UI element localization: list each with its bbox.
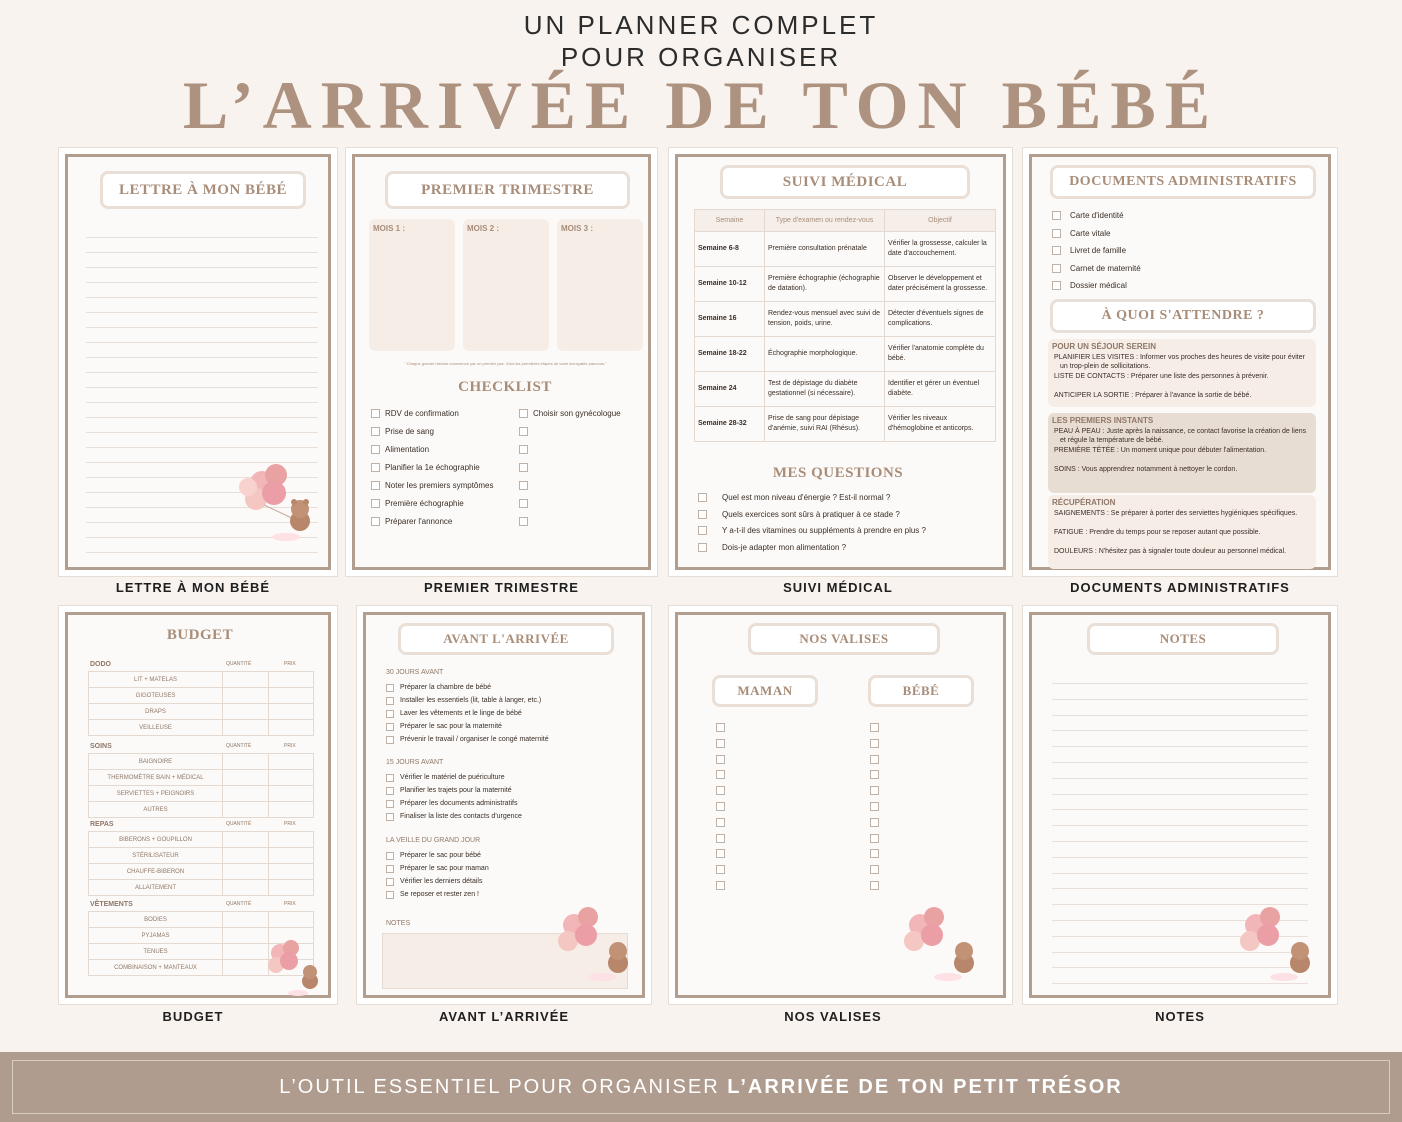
valises-maman-header: MAMAN [712,675,818,707]
budget-qty-cell[interactable] [223,720,269,736]
suivi-table [694,209,996,442]
checkbox[interactable] [386,774,394,782]
checklist-item: Planifier la 1e échographie [385,463,480,472]
writing-line [1052,746,1308,747]
budget-price-cell[interactable] [269,770,314,786]
budget-price-header: PRIX [284,661,296,667]
table-cell: Détecter d'éventuels signes de complications. [885,302,996,337]
budget-qty-header: QUANTITÉ [226,821,252,827]
budget-qty-cell[interactable] [223,802,269,818]
checkbox[interactable] [698,510,707,519]
checkbox-bebe[interactable] [870,849,879,858]
writing-line [86,552,318,553]
writing-line [86,417,318,418]
table-cell: Semaine 6-8 [695,232,765,267]
avant-item: Planifier les trajets pour la maternité [400,787,512,794]
budget-item: PYJAMAS [89,928,223,944]
table-cell: Semaine 24 [695,372,765,407]
expect-item: FATIGUE : Prendre du temps pour se reposer autant que possible. [1054,529,1261,536]
checkbox-maman[interactable] [716,739,725,748]
budget-qty-cell[interactable] [223,754,269,770]
table-cell: Test de dépistage du diabète gestationnel (si nécessaire). [765,372,885,407]
checkbox[interactable] [371,427,380,436]
budget-price-cell[interactable] [269,880,314,896]
checkbox-bebe[interactable] [870,818,879,827]
table-cell: Semaine 18-22 [695,337,765,372]
budget-row [89,880,314,896]
budget-price-cell[interactable] [269,832,314,848]
budget-row [89,754,314,770]
budget-table [88,753,314,818]
budget-price-header: PRIX [284,901,296,907]
balloon-bear-illustration [892,905,992,985]
budget-row [89,864,314,880]
table-cell: Première consultation prénatale [765,232,885,267]
page-budget [58,605,338,1005]
avant-item: Préparer le sac pour bébé [400,852,481,859]
month-1-label: MOIS 1 : [373,224,406,233]
expect-item: PREMIÈRE TÉTÉE : Un moment unique pour débuter l'alimentation. [1054,447,1267,454]
budget-price-cell[interactable] [269,672,314,688]
checkbox[interactable] [1052,281,1061,290]
suivi-title: SUIVI MÉDICAL [720,165,970,199]
writing-line [1052,857,1308,858]
caption-avant: AVANT L’ARRIVÉE [438,1009,570,1024]
writing-line [86,267,318,268]
documents-title: DOCUMENTS ADMINISTRATIFS [1050,165,1316,199]
budget-qty-cell[interactable] [223,848,269,864]
caption-premier: PREMIER TRIMESTRE [424,580,579,595]
caption-valises: NOS VALISES [784,1009,882,1024]
valises-bebe-header: BÉBÉ [868,675,974,707]
balloon-bear-illustration [546,905,646,985]
budget-item: STÉRILISATEUR [89,848,223,864]
writing-line [1052,873,1308,874]
footer-text [12,1060,1390,1114]
budget-row [89,704,314,720]
table-row [695,267,996,302]
checkbox[interactable] [519,409,528,418]
checkbox-bebe[interactable] [870,755,879,764]
checkbox[interactable] [371,445,380,454]
checkbox[interactable] [386,865,394,873]
writing-line [86,447,318,448]
table-row [695,372,996,407]
avant-item: Préparer les documents administratifs [400,800,518,807]
balloon-bear-illustration [260,937,332,997]
page-avant [356,605,652,1005]
footer-text-normal: L’OUTIL ESSENTIEL POUR ORGANISER [279,1075,728,1098]
budget-price-cell[interactable] [269,704,314,720]
checklist-title: CHECKLIST [458,379,552,395]
checkbox[interactable] [386,852,394,860]
budget-item: BAIGNOIRE [89,754,223,770]
budget-group-name: DODO [90,661,111,668]
budget-item: TENUES [89,944,223,960]
checkbox-maman[interactable] [716,865,725,874]
writing-line [1052,683,1308,684]
budget-price-cell[interactable] [269,864,314,880]
premier-quote: "Chaque grande histoire commence par un premier pas. Voici les premières étapes de votre incroyable parcours." [405,361,607,366]
checkbox[interactable] [698,493,707,502]
writing-line [1052,888,1308,889]
budget-row [89,770,314,786]
checkbox-maman[interactable] [716,786,725,795]
budget-price-cell[interactable] [269,720,314,736]
budget-row [89,848,314,864]
writing-line [86,357,318,358]
writing-line [86,342,318,343]
document-item: Carte vitale [1070,228,1111,238]
checkbox-maman[interactable] [716,802,725,811]
checkbox[interactable] [1052,229,1061,238]
budget-price-cell[interactable] [269,786,314,802]
writing-line [1052,809,1308,810]
writing-line [86,312,318,313]
avant-item: Installer les essentiels (lit, table à langer, etc.) [400,697,542,704]
budget-item: COMBINAISON + MANTEAUX [89,960,223,976]
avant-notes-label: NOTES [386,920,411,927]
checkbox[interactable] [519,427,528,436]
writing-line [86,402,318,403]
budget-price-cell[interactable] [269,802,314,818]
header-line-2: POUR ORGANISER [560,42,842,72]
questions-title: MES QUESTIONS [772,465,904,481]
budget-qty-cell[interactable] [223,704,269,720]
table-cell: Échographie morphologique. [765,337,885,372]
document-item: Carte d'identité [1070,211,1124,220]
budget-qty-cell[interactable] [223,672,269,688]
avant-item: Laver les vêtements et le linge de bébé [400,710,522,717]
balloon-bear-illustration [234,461,330,543]
writing-line [1052,778,1308,779]
avant-item: Préparer la chambre de bébé [400,684,492,691]
checkbox[interactable] [519,463,528,472]
avant-item: Prévenir le travail / organiser le congé maternité [400,736,549,743]
checkbox[interactable] [386,787,394,795]
expect-item: SAIGNEMENTS : Se préparer à porter des serviettes hygiéniques spécifiques. [1054,510,1298,517]
checkbox-maman[interactable] [716,755,725,764]
checkbox-maman[interactable] [716,834,725,843]
checkbox[interactable] [371,517,380,526]
suivi-header-type: Type d'examen ou rendez-vous [765,210,885,232]
checkbox[interactable] [519,481,528,490]
expect-section [1048,339,1316,407]
caption-notes: NOTES [1155,1009,1205,1024]
checkbox[interactable] [519,499,528,508]
table-cell: Vérifier la grossesse, calculer la date d'accouchement. [885,232,996,267]
premier-title: PREMIER TRIMESTRE [385,171,630,209]
writing-line [1052,794,1308,795]
budget-item: LIT + MATELAS [89,672,223,688]
budget-row [89,720,314,736]
checkbox[interactable] [386,800,394,808]
budget-item: DRAPS [89,704,223,720]
caption-lettre: LETTRE À MON BÉBÉ [115,580,271,595]
checkbox[interactable] [1052,264,1061,273]
checkbox-maman[interactable] [716,818,725,827]
writing-line [1052,762,1308,763]
budget-qty-cell[interactable] [223,880,269,896]
writing-line [86,252,318,253]
writing-line [86,432,318,433]
checkbox-maman[interactable] [716,849,725,858]
balloon-bear-illustration [1228,905,1328,985]
checkbox-bebe[interactable] [870,770,879,779]
table-row [695,232,996,267]
checkbox[interactable] [1052,246,1061,255]
budget-group-name: SOINS [90,743,112,750]
checkbox[interactable] [519,445,528,454]
checkbox[interactable] [386,684,394,692]
expect-section-heading: LES PREMIERS INSTANTS [1052,416,1154,425]
month-3-box [557,219,643,351]
page-notes [1022,605,1338,1005]
budget-row [89,832,314,848]
month-2-box [463,219,549,351]
budget-price-header: PRIX [284,821,296,827]
writing-line [1052,841,1308,842]
checkbox-bebe[interactable] [870,881,879,890]
checkbox-maman[interactable] [716,881,725,890]
document-item: Dossier médical [1070,281,1127,290]
budget-table [88,831,314,896]
table-row [695,407,996,442]
checklist-item: Première échographie [385,499,464,508]
question-item: Dois-je adapter mon alimentation ? [722,542,847,552]
month-3-label: MOIS 3 : [561,224,594,233]
checkbox-bebe[interactable] [870,834,879,843]
budget-qty-cell[interactable] [223,786,269,802]
avant-item: Préparer le sac pour maman [400,865,489,872]
header-line-1: UN PLANNER COMPLET [523,10,879,40]
checkbox[interactable] [371,463,380,472]
checkbox-bebe[interactable] [870,865,879,874]
budget-item: AUTRES [89,802,223,818]
expect-item: DOULEURS : N'hésitez pas à signaler toute douleur au personnel médical. [1054,548,1287,555]
page-valises [668,605,1013,1005]
expect-section [1048,413,1316,493]
budget-group-name: VÊTEMENTS [90,901,133,908]
budget-qty-cell[interactable] [223,864,269,880]
caption-documents: DOCUMENTS ADMINISTRATIFS [1070,580,1290,595]
budget-qty-cell[interactable] [223,832,269,848]
footer-banner [0,1052,1402,1122]
checkbox[interactable] [386,710,394,718]
budget-item: VEILLEUSE [89,720,223,736]
month-1-box [369,219,455,351]
budget-row [89,786,314,802]
checkbox[interactable] [371,481,380,490]
table-cell: Semaine 10-12 [695,267,765,302]
budget-qty-header: QUANTITÉ [226,901,252,907]
checkbox-bebe[interactable] [870,723,879,732]
budget-price-header: PRIX [284,743,296,749]
page-lettre [58,147,338,577]
checkbox-bebe[interactable] [870,802,879,811]
notes-title: NOTES [1087,623,1279,655]
table-cell: Semaine 28-32 [695,407,765,442]
checkbox[interactable] [698,543,707,552]
page-premier-trimestre [345,147,658,577]
budget-row [89,912,314,928]
expect-title: À QUOI S'ATTENDRE ? [1050,299,1316,333]
table-cell: Vérifier les niveaux d'hémoglobine et anticorps. [885,407,996,442]
budget-qty-header: QUANTITÉ [226,743,252,749]
question-item: Quels exercices sont sûrs à pratiquer à ce stade ? [722,509,900,519]
checkbox[interactable] [386,723,394,731]
avant-item: Préparer le sac pour la maternité [400,723,502,730]
expect-item: PEAU À PEAU : Juste après la naissance, ce contact favorise la création de liens et régule la température de bébé. [1054,428,1307,444]
budget-title: BUDGET [166,627,234,643]
writing-line [1052,715,1308,716]
writing-line [86,387,318,388]
expect-item: PLANIFIER LES VISITES : Informer vos proches des heures de visite pour éviter un trop-plein de sollicitations. [1054,354,1305,370]
document-item: Carnet de maternité [1070,263,1141,273]
writing-line [86,327,318,328]
table-cell: Identifier et gérer un éventuel diabète. [885,372,996,407]
suivi-header-semaine: Semaine [695,210,765,232]
question-item: Quel est mon niveau d'énergie ? Est-il normal ? [722,493,891,502]
footer-text-bold: L’ARRIVÉE DE TON PETIT TRÉSOR [727,1075,1123,1098]
expect-item: SOINS : Vous apprendrez notamment à nettoyer le cordon. [1054,466,1238,473]
writing-line [86,372,318,373]
writing-line [86,282,318,283]
table-cell: Vérifier l'anatomie complète du bébé. [885,337,996,372]
checkbox[interactable] [371,409,380,418]
checkbox[interactable] [698,526,707,535]
table-cell: Observer le développement et dater précisément la grossesse. [885,267,996,302]
checklist-item: Préparer l'annonce [385,517,453,526]
checkbox-bebe[interactable] [870,739,879,748]
expect-section [1048,495,1316,569]
table-cell: Rendez-vous mensuel avec suivi de tension, poids, urine. [765,302,885,337]
budget-qty-cell[interactable] [223,688,269,704]
budget-group-name: REPAS [90,821,114,828]
checkbox[interactable] [386,736,394,744]
checkbox-bebe[interactable] [870,786,879,795]
page-suivi-medical [668,147,1013,577]
checkbox[interactable] [386,813,394,821]
budget-item: BODIES [89,912,223,928]
budget-item: ALLAITEMENT [89,880,223,896]
writing-line [86,237,318,238]
month-2-label: MOIS 2 : [467,224,500,233]
budget-item: SERVIETTES + PEIGNOIRS [89,786,223,802]
avant-item: Vérifier les derniers détails [400,878,483,885]
checkbox[interactable] [1052,211,1061,220]
checkbox[interactable] [386,891,394,899]
checklist-item: Prise de sang [385,427,434,436]
checkbox[interactable] [519,517,528,526]
checklist-item: Choisir son gynécologue [533,409,621,418]
writing-line [1052,825,1308,826]
budget-row [89,672,314,688]
header-title: L’ARRIVÉE DE TON BÉBÉ [182,67,1220,143]
budget-item: CHAUFFE-BIBERON [89,864,223,880]
checkbox[interactable] [386,697,394,705]
budget-table [88,671,314,736]
avant-item: Finaliser la liste des contacts d'urgence [400,813,522,820]
checkbox-maman[interactable] [716,770,725,779]
budget-price-cell[interactable] [269,848,314,864]
avant-section-heading: 15 JOURS AVANT [386,759,444,766]
checklist-item: RDV de confirmation [385,409,459,418]
valises-title: NOS VALISES [748,623,940,655]
lettre-title: LETTRE À MON BÉBÉ [100,171,306,209]
budget-qty-cell[interactable] [223,770,269,786]
checklist-item: Noter les premiers symptômes [385,481,494,490]
budget-qty-cell[interactable] [223,912,269,928]
page-documents [1022,147,1338,577]
expect-section-heading: POUR UN SÉJOUR SEREIN [1052,342,1157,351]
budget-item: GIGOTEUSES [89,688,223,704]
writing-line [1052,730,1308,731]
table-cell: Prise de sang pour dépistage d'anémie, suivi RAI (Rhésus). [765,407,885,442]
checkbox[interactable] [386,878,394,886]
budget-row [89,688,314,704]
table-row [695,302,996,337]
avant-item: Se reposer et rester zen ! [400,891,479,898]
question-item: Y a-t-il des vitamines ou suppléments à prendre en plus ? [722,526,926,535]
budget-qty-header: QUANTITÉ [226,661,252,667]
writing-line [1052,699,1308,700]
budget-row [89,802,314,818]
table-cell: Première échographie (échographie de datation). [765,267,885,302]
budget-item: BIBERONS + GOUPILLON [89,832,223,848]
table-cell: Semaine 16 [695,302,765,337]
budget-price-cell[interactable] [269,912,314,928]
avant-title: AVANT L'ARRIVÉE [398,623,614,655]
checklist-item: Alimentation [385,445,430,454]
budget-item: THERMOMÈTRE BAIN + MÉDICAL [89,770,223,786]
expect-section-heading: RÉCUPÉRATION [1052,498,1116,507]
writing-line [86,297,318,298]
checkbox[interactable] [371,499,380,508]
document-item: Livret de famille [1070,246,1127,255]
caption-budget: BUDGET [162,1009,224,1024]
avant-item: Vérifier le matériel de puériculture [400,774,505,781]
table-row [695,337,996,372]
budget-price-cell[interactable] [269,688,314,704]
expect-item: ANTICIPER LA SORTIE : Préparer à l'avance la sortie de bébé. [1054,392,1252,399]
caption-suivi: SUIVI MÉDICAL [783,580,893,595]
avant-section-heading: 30 JOURS AVANT [386,669,444,676]
budget-price-cell[interactable] [269,754,314,770]
avant-section-heading: LA VEILLE DU GRAND JOUR [386,837,481,844]
suivi-header-objectif: Objectif [885,210,996,232]
checkbox-maman[interactable] [716,723,725,732]
expect-item: LISTE DE CONTACTS : Préparer une liste des personnes à prévenir. [1054,373,1269,380]
